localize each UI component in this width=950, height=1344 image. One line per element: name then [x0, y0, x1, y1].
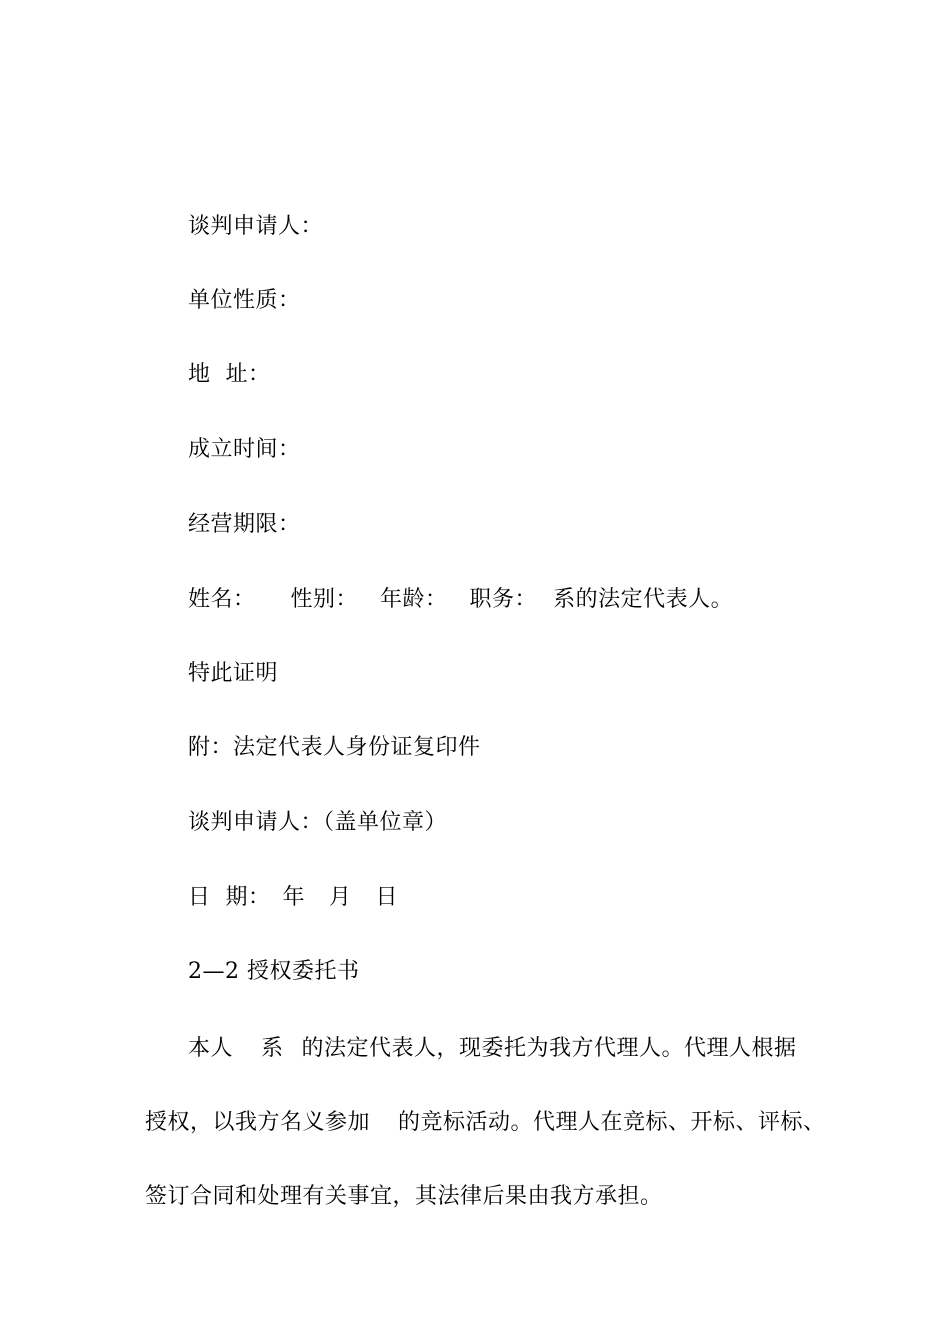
field-term: 经营期限：	[188, 512, 301, 537]
legal-rep-name: 姓名：	[188, 587, 256, 612]
field-unit-nature: 单位性质：	[188, 288, 301, 313]
field-address: 地 址：	[188, 362, 271, 387]
authorization-line-3: 签订合同和处理有关事宜，其法律后果由我方承担。	[145, 1184, 663, 1209]
date-day: 日	[375, 885, 399, 910]
field-applicant: 谈判申请人：	[188, 214, 324, 239]
legal-rep-suffix: 系的法定代表人。	[553, 587, 734, 612]
authorization-line-1-rest: 的法定代表人，现委托为我方代理人。代理人根据	[301, 1036, 797, 1061]
date-line	[188, 883, 398, 913]
authorization-line-2-rest: 的竞标活动。代理人在竞标、开标、评标、	[398, 1110, 826, 1135]
date-year: 年	[282, 885, 306, 910]
authorization-self: 本人	[188, 1036, 234, 1061]
authorization-line-2	[145, 1108, 826, 1138]
authorization-line-1	[188, 1034, 797, 1064]
legal-rep-age: 年龄：	[380, 587, 448, 612]
field-founded: 成立时间：	[188, 437, 301, 462]
attachment-text: 附：法定代表人身份证复印件	[188, 735, 481, 760]
date-label: 日 期：	[188, 885, 271, 910]
authorization-participate: 授权，以我方名义参加	[145, 1110, 371, 1135]
applicant-seal: 谈判申请人：（盖单位章）	[188, 810, 448, 835]
date-month: 月	[329, 885, 352, 910]
certify-text: 特此证明	[188, 661, 279, 686]
section-title: 2—2 授权委托书	[188, 959, 360, 984]
legal-rep-line	[188, 585, 733, 615]
legal-rep-gender: 性别：	[290, 587, 359, 612]
legal-rep-position: 职务：	[469, 587, 538, 612]
authorization-relation: 系	[261, 1036, 284, 1061]
